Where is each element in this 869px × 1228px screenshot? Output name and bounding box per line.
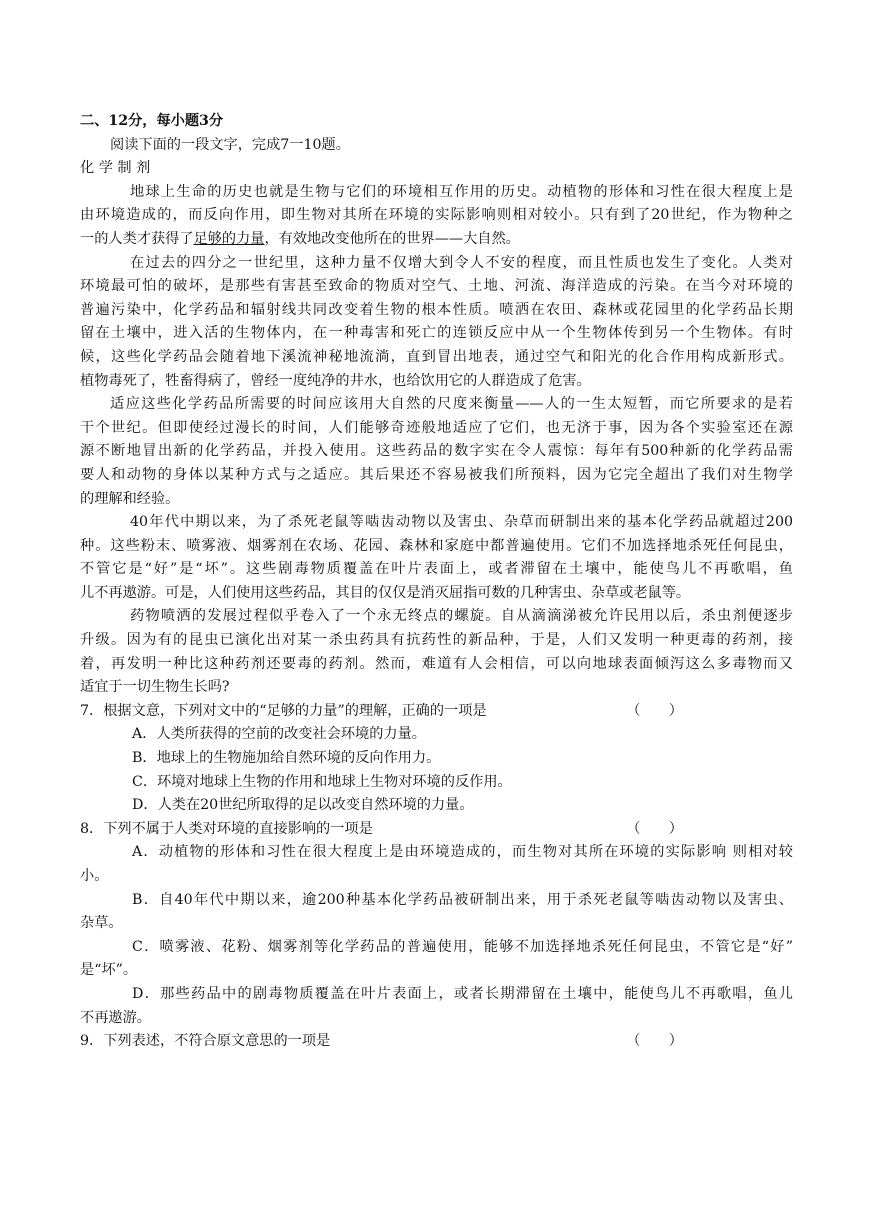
passage-line: 种。这些粉末、喷雾液、烟雾剂在农场、花园、森林和家庭中都普遍使用。它们不加选择地杀死任何昆虫， [80, 537, 793, 554]
passage-line: 的理解和经验。 [80, 490, 180, 507]
question-text: 8．下列不属于人类对环境的直接影响的一项是 [80, 820, 373, 837]
question-8-stem [80, 818, 793, 842]
option-b: B．自40年代中期以来，逾200种基本化学药品被研制出来，用于杀死老鼠等啮齿动物以及害虫、 [132, 891, 793, 908]
passage-line: 不管它是“好”是“坏”。这些剧毒物质覆盖在叶片表面上，或者滞留在土壤中，能使鸟儿不再歌唱，鱼 [80, 561, 793, 578]
passage-line: 适宜于一切生物生长吗? [80, 679, 230, 696]
passage-line: 候，这些化学药品会随着地下溪流神秘地流淌，直到冒出地表，通过空气和阳光的化合作用构成新形式。 [80, 348, 793, 365]
passage-text: ，有效地改变他所在的世界——大自然。 [264, 230, 520, 247]
option-a-continued: 小。 [80, 868, 109, 884]
passage-line: 普遍污染中，化学药品和辐射线共同改变着生物的根本性质。喷洒在农田、森林或花园里的化学药品长期 [80, 301, 793, 318]
passage-line: 升级。因为有的昆虫已演化出对某一杀虫药具有抗药性的新品种，于是，人们又发明一种更毒的药剂，接 [80, 632, 793, 649]
option-d: D．人类在20世纪所取得的足以改变自然环境的力量。 [132, 797, 474, 814]
exam-page [80, 110, 793, 1054]
option-d-continued: 不再遨游。 [80, 1009, 151, 1026]
passage-line: 40年代中期以来，为了杀死老鼠等啮齿动物以及害虫、杂草而研制出来的基本化学药品就超过200 [130, 514, 793, 531]
answer-blank: （ ） [626, 1033, 683, 1050]
question-9-stem [80, 1030, 793, 1054]
passage-line: 植物毒死了，牲畜得病了，曾经一度纯净的井水，也给饮用它的人群造成了危害。 [80, 372, 591, 389]
option-a: A．人类所获得的空前的改变社会环境的力量。 [132, 726, 426, 743]
passage-line: 适应这些化学药品所需要的时间应该用大自然的尺度来衡量——人的一生太短暂，而它所要求的是若 [110, 396, 793, 413]
option-c-continued: 是“坏”。 [80, 962, 138, 979]
option-a: A．动植物的形体和习性在很大程度上是由环境造成的，而生物对其所在环境的实际影响 则相对较 [132, 844, 793, 861]
question-7-stem [80, 700, 793, 724]
answer-blank: （ ） [626, 820, 683, 837]
passage-line: 源不断地冒出新的化学药品，并投入使用。这些药品的数字实在令人震惊：每年有500种新的化学药品需 [80, 443, 793, 460]
passage-line: 留在土壤中，进入活的生物体内，在一种毒害和死亡的连锁反应中从一个生物体传到另一个生物体。有时 [80, 325, 793, 342]
passage-line: 由环境造成的，而反向作用，即生物对其所在环境的实际影响则相对较小。只有到了20世纪，作为物种之 [80, 207, 793, 224]
question-text: 7．根据文意，下列对文中的“足够的力量”的理解，正确的一项是 [80, 702, 487, 719]
passage-line: 干个世纪。但即使经过漫长的时间，人们能够奇迹般地适应了它们，也无济于事，因为各个实验室还在源 [80, 419, 793, 436]
passage-line: 着，再发明一种比这种药剂还要毒的药剂。然而，难道有人会相信，可以向地球表面倾泻这么多毒物而又 [80, 655, 793, 672]
option-c: C．喷雾液、花粉、烟雾剂等化学药品的普遍使用，能够不加选择地杀死任何昆虫，不管它是“好” [132, 938, 793, 955]
question-text: 9．下列表述，不符合原文意思的一项是 [80, 1033, 331, 1050]
passage-text: 一的人类才获得了 [80, 230, 194, 247]
passage-line: 地球上生命的历史也就是生物与它们的环境相互作用的历史。动植物的形体和习性在很大程度上是 [130, 183, 793, 200]
passage-line: 环境最可怕的破坏，是那些有害甚至致命的物质对空气、土地、河流、海洋造成的污染。在当今对环境的 [80, 278, 793, 295]
key-phrase-underlined: 足够的力量 [193, 230, 265, 247]
passage-line [80, 228, 793, 252]
option-b-continued: 杂草。 [80, 915, 123, 932]
option-b: B．地球上的生物施加给自然环境的反向作用力。 [132, 750, 441, 767]
option-c: C．环境对地球上生物的作用和地球上生物对环境的反作用。 [132, 773, 512, 790]
reading-instruction: 阅读下面的一段文字，完成7一10题。 [110, 136, 350, 153]
passage-line: 要人和动物的身体以某种方式与之适应。其后果还不容易被我们所预料，因为它完全超出了我们对生物学 [80, 466, 793, 483]
passage-line: 儿不再遨游。可是，人们使用这些药品，其目的仅仅是消灭屈指可数的几种害虫、杂草或老鼠等。 [80, 584, 691, 601]
passage-line: 药物喷洒的发展过程似乎卷入了一个永无终点的螺旋。自从滴滴涕被允许民用以后，杀虫剂便逐步 [130, 608, 793, 625]
article-title: 化 学 制 剂 [80, 160, 151, 177]
answer-blank: （ ） [626, 702, 683, 719]
section-heading: 二、12分，每小题3分 [80, 113, 224, 129]
option-d: D．那些药品中的剧毒物质覆盖在叶片表面上，或者长期滞留在土壤中，能使鸟儿不再歌唱，鱼儿 [132, 985, 793, 1002]
passage-line: 在过去的四分之一世纪里，这种力量不仅增大到令人不安的程度，而且性质也发生了变化。人类对 [130, 254, 793, 271]
